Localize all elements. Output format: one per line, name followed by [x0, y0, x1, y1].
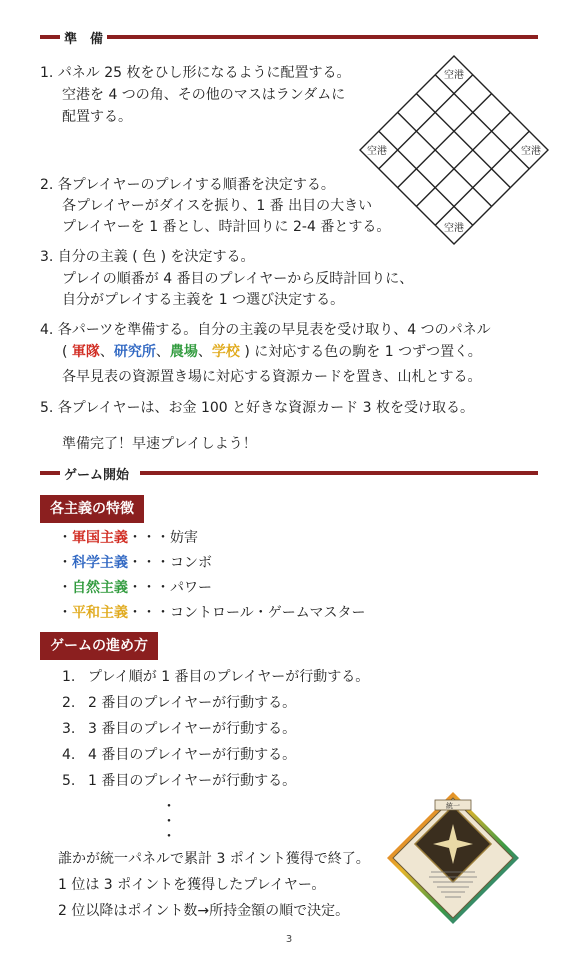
step3-line1: 3. 自分の主義 ( 色 ) を決定する。: [40, 249, 255, 265]
header-rule: [104, 35, 538, 39]
step5-line: 5. 各プレイヤーは、お金 100 と好きな資源カード 3 枚を受け取る。: [40, 400, 474, 416]
flow-text: 3 番目のプレイヤーが行動する。: [88, 721, 297, 737]
ellipsis-dot: ・: [162, 829, 176, 845]
separator: 、: [155, 344, 170, 360]
feature-item: [58, 578, 212, 598]
feature-name: 軍国主義: [72, 530, 128, 546]
step1-line2: 空港を 4 つの角、その他のマスはランダムに: [62, 87, 346, 103]
step1-line1: 1. パネル 25 枚をひし形になるように配置する。: [40, 65, 351, 81]
game-heading: ゲーム開始: [60, 464, 133, 483]
separator: 、: [197, 344, 212, 360]
step1-line3: 配置する。: [62, 109, 132, 125]
army-label: 軍隊: [71, 344, 100, 360]
features-title: 各主義の特徴: [40, 495, 144, 523]
flow-num: 2.: [62, 695, 76, 711]
flow-text: 4 番目のプレイヤーが行動する。: [88, 747, 297, 763]
ellipsis-dot: ・: [162, 799, 176, 815]
flow-step: [62, 771, 296, 791]
airport-label-bottom: 空港: [444, 223, 464, 234]
farm-label: 農場: [169, 344, 198, 360]
feature-desc: ・・・妨害: [128, 530, 198, 546]
feature-item: [58, 528, 198, 548]
flow-text: 2 番目のプレイヤーが行動する。: [88, 695, 297, 711]
setup-heading: 準 備: [60, 28, 107, 47]
flow-title: ゲームの進め方: [40, 632, 158, 660]
school-label: 学校: [211, 344, 240, 360]
bullet: ・: [58, 530, 72, 546]
feature-name: 科学主義: [72, 555, 128, 571]
feature-item: [58, 553, 212, 573]
flow-num: 5.: [62, 773, 76, 789]
separator: 、: [99, 344, 114, 360]
flow-step: [62, 745, 296, 765]
flow-step: [62, 667, 369, 687]
end-line2: 1 位は 3 ポイントを獲得したプレイヤー。: [58, 877, 326, 893]
flow-text: プレイ順が 1 番目のプレイヤーが行動する。: [88, 669, 370, 685]
header-rule: [40, 35, 60, 39]
step2-line3: プレイヤーを 1 番とし、時計回りに 2-4 番とする。: [62, 219, 391, 235]
bullet: ・: [58, 555, 72, 571]
flow-step: [62, 719, 296, 739]
step4-line2: [62, 342, 482, 362]
feature-name: 平和主義: [72, 605, 128, 621]
flow-num: 1.: [62, 669, 76, 685]
bullet: ・: [58, 580, 72, 596]
end-line3: 2 位以降はポイント数→所持金額の順で決定。: [58, 903, 350, 919]
airport-label-right: 空港: [521, 146, 541, 157]
flow-num: 3.: [62, 721, 76, 737]
bullet: ・: [58, 605, 72, 621]
ellipsis-dot: ・: [162, 814, 176, 830]
feature-desc: ・・・パワー: [128, 580, 212, 596]
unification-panel-card: [385, 790, 521, 926]
flow-text: 1 番目のプレイヤーが行動する。: [88, 773, 297, 789]
header-rule: [40, 471, 60, 475]
page-number: 3: [285, 934, 293, 945]
ready-text: 準備完了！早速プレイしよう！: [62, 436, 257, 452]
setup-header: [40, 30, 538, 47]
flow-num: 4.: [62, 747, 76, 763]
step4-line3: 各早見表の資源置き場に対応する資源カードを置き、山札とする。: [62, 369, 482, 385]
paren-close: ) に対応する色の駒を 1 つずつ置く。: [239, 344, 482, 360]
end-line1: 誰かが統一パネルで累計 3 ポイント獲得で終了。: [58, 851, 370, 867]
airport-label-left: 空港: [367, 146, 387, 157]
game-header: [40, 466, 538, 483]
feature-item: [58, 603, 365, 623]
step2-line1: 2. 各プレイヤーのプレイする順番を決定する。: [40, 177, 335, 193]
feature-name: 自然主義: [72, 580, 128, 596]
feature-desc: ・・・コンボ: [128, 555, 212, 571]
lab-label: 研究所: [113, 344, 156, 360]
feature-desc: ・・・コントロール・ゲームマスター: [128, 605, 366, 621]
airport-label-top: 空港: [444, 70, 464, 81]
header-rule: [140, 471, 538, 475]
step4-line1: 4. 各パーツを準備する。自分の主義の早見表を受け取り、4 つのパネル: [40, 322, 491, 338]
paren-open: (: [62, 344, 72, 360]
card-title: 統一: [446, 802, 460, 810]
step3-line2: プレイの順番が 4 番目のプレイヤーから反時計回りに、: [62, 271, 414, 287]
step2-line2: 各プレイヤーがダイスを振り、1 番 出目の大きい: [62, 198, 373, 214]
step3-line3: 自分がプレイする主義を 1 つ選び決定する。: [62, 292, 345, 308]
flow-step: [62, 693, 296, 713]
